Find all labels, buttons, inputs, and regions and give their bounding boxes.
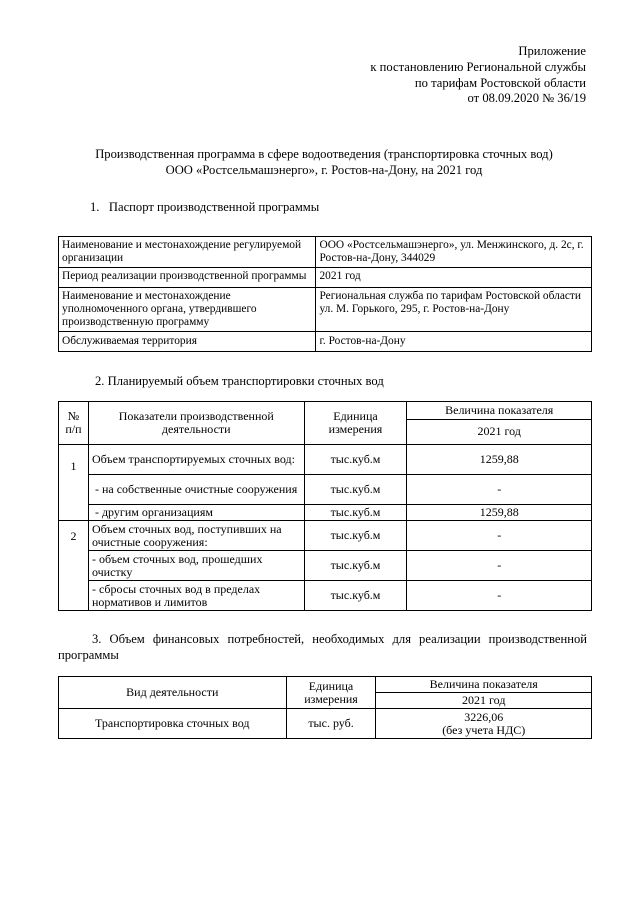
appendix-line: к постановлению Региональной службы — [370, 59, 586, 74]
row-value: - — [407, 551, 592, 581]
row-value: 1259,88 — [407, 445, 592, 475]
passport-label: Обслуживаемая территория — [59, 332, 316, 352]
row-num: 2 — [59, 521, 89, 611]
table-row — [59, 551, 592, 581]
transport-volume-table — [58, 401, 592, 611]
header-year: 2021 год — [376, 693, 592, 709]
row-value-line: (без учета НДС) — [442, 722, 526, 737]
row-unit: тыс.куб.м — [304, 475, 407, 505]
title-line: ООО «Ростсельмашэнерго», г. Ростов-на-Дону, на 2021 год — [165, 162, 483, 177]
passport-value-line: Региональная служба по тарифам Ростовской области — [319, 290, 582, 302]
table-row — [59, 332, 592, 352]
row-num: 1 — [59, 445, 89, 521]
row-value-line: 3226,06 — [464, 709, 504, 724]
section-1-heading: 1. Паспорт производственной программы — [90, 200, 320, 214]
header-num: № п/п — [59, 402, 89, 445]
passport-value: г. Ростов-на-Дону — [316, 332, 592, 352]
header-activity: Вид деятельности — [59, 677, 287, 709]
passport-value: 2021 год — [316, 268, 592, 288]
row-unit: тыс. руб. — [286, 709, 376, 739]
row-value: 1259,88 — [407, 505, 592, 521]
passport-table — [58, 236, 592, 352]
row-unit: тыс.куб.м — [304, 445, 407, 475]
document-title — [40, 147, 608, 179]
row-indicator: - на собственные очистные сооружения — [88, 475, 304, 505]
row-indicator: - другим организациям — [88, 505, 304, 521]
table-row — [59, 521, 592, 551]
financial-needs-table — [58, 676, 592, 739]
row-value: - — [407, 521, 592, 551]
passport-label: Период реализации производственной программы — [59, 268, 316, 288]
row-value: - — [407, 581, 592, 611]
passport-label: Наименование и местонахождение уполномоченного органа, утвердившего производственную программу — [59, 288, 316, 332]
table-row — [59, 288, 592, 332]
row-value: - — [407, 475, 592, 505]
table-header-row — [59, 677, 592, 693]
appendix-block — [370, 44, 586, 107]
row-value — [376, 709, 592, 739]
appendix-line: от 08.09.2020 № 36/19 — [467, 91, 586, 106]
appendix-line: Приложение — [518, 44, 586, 58]
row-indicator: Объем транспортируемых сточных вод: — [88, 445, 304, 475]
row-activity: Транспортировка сточных вод — [59, 709, 287, 739]
row-unit: тыс.куб.м — [304, 521, 407, 551]
row-unit: тыс.куб.м — [304, 581, 407, 611]
table-row — [59, 237, 592, 268]
table-row — [59, 445, 592, 475]
passport-value — [316, 288, 592, 332]
header-value: Величина показателя — [407, 402, 592, 420]
row-unit: тыс.куб.м — [304, 505, 407, 521]
passport-value: ООО «Ростсельмашэнерго», ул. Менжинского, д. 2с, г. Ростов-на-Дону, 344029 — [316, 237, 592, 268]
table-row — [59, 268, 592, 288]
table-row — [59, 581, 592, 611]
appendix-line: по тарифам Ростовской области — [414, 75, 586, 90]
row-indicator: - объем сточных вод, прошедших очистку — [88, 551, 304, 581]
header-unit: Единица измерения — [286, 677, 376, 709]
passport-label: Наименование и местонахождение регулируемой организации — [59, 237, 316, 268]
title-line: Производственная программа в сфере водоотведения (транспортировка сточных вод) — [95, 147, 553, 161]
header-year: 2021 год — [407, 420, 592, 445]
row-indicator: Объем сточных вод, поступивших на очистные сооружения: — [88, 521, 304, 551]
header-unit: Единица измерения — [304, 402, 407, 445]
header-indicator: Показатели производственной деятельности — [88, 402, 304, 445]
section-2-heading: 2. Планируемый объем транспортировки сточных вод — [95, 374, 384, 388]
table-header-row — [59, 402, 592, 420]
row-unit: тыс.куб.м — [304, 551, 407, 581]
table-row — [59, 505, 592, 521]
table-row — [59, 709, 592, 739]
row-indicator: - сбросы сточных вод в пределах нормативов и лимитов — [88, 581, 304, 611]
table-row — [59, 475, 592, 505]
header-value: Величина показателя — [376, 677, 592, 693]
passport-value-line: ул. М. Горького, 295, г. Ростов-на-Дону — [319, 303, 510, 315]
section-3-heading: 3. Объем финансовых потребностей, необходимых для реализации производственной программы — [58, 632, 587, 662]
